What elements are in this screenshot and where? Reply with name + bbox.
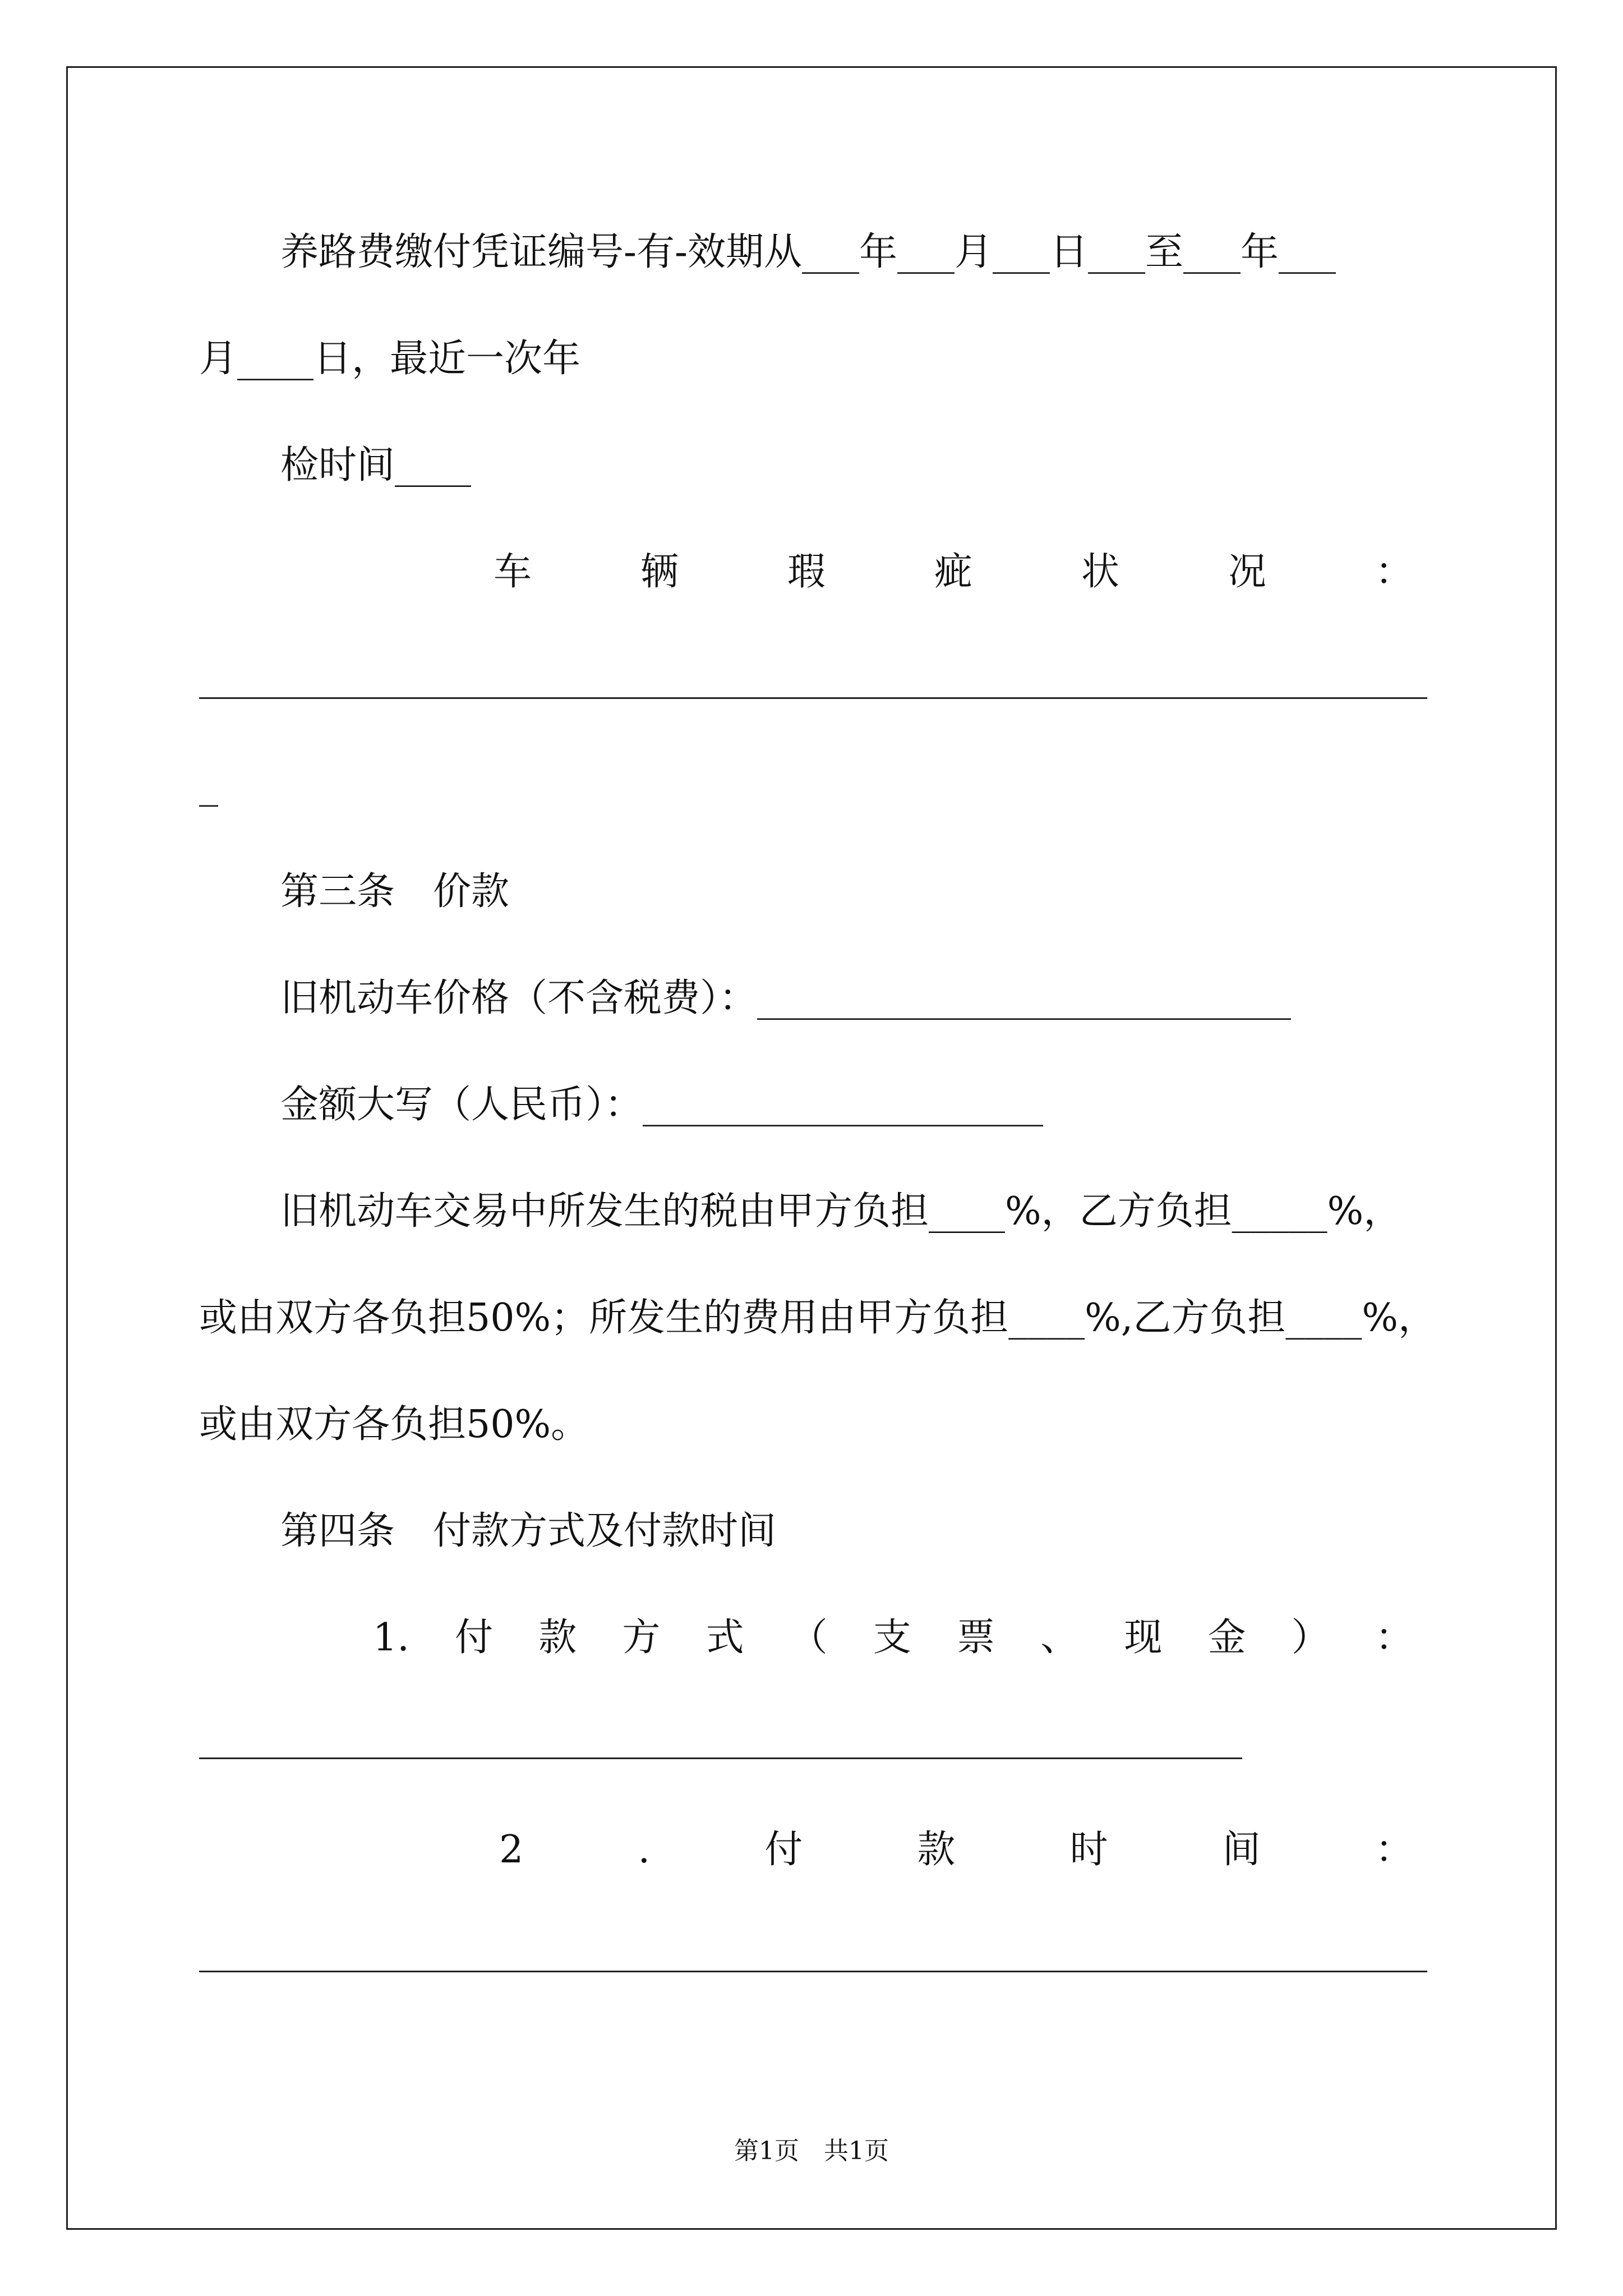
heading-char: 付 [455,1616,494,1660]
heading-char: 1. [373,1616,409,1660]
heading-char: ： [1375,1828,1413,1872]
heading-char: ： [1375,1616,1413,1660]
text-line-fee-share: 或由双方各负担50%；所发生的费用由甲方负担____%,乙方负担____%， [199,1296,1436,1340]
heading-char: 款 [538,1616,577,1660]
heading-char: 2 [499,1828,524,1872]
text-line-inspection-date: 月____日，最近一次年 [199,337,581,381]
heading-char: 瑕 [787,550,826,594]
heading-char: 车 [494,550,532,594]
text-line-tax-share: 旧机动车交易中所发生的税由甲方负担____%，乙方负担_____%， [280,1189,1402,1234]
text-line-inspection-time: 检时间____ [280,443,472,487]
section-three-title: 第三条 价款 [280,869,510,914]
blank-line-payment-method [199,1757,1242,1759]
heading-char: ： [1375,550,1413,594]
heading-char: 状 [1081,550,1119,594]
heading-char: （ [789,1616,828,1660]
heading-char: 现 [1124,1616,1163,1660]
text-line-underscore: _ [199,763,218,807]
heading-char: 票 [957,1616,995,1660]
text-line-equal-share: 或由双方各负担50%。 [199,1402,589,1447]
text-line-vehicle-price: 旧机动车价格（不含税费）：____________________________ [280,976,1292,1020]
heading-char: 疵 [934,550,972,594]
heading-char: 式 [706,1616,744,1660]
heading-char: 金 [1207,1616,1246,1660]
page-footer: 第1页 共1页 [734,2137,889,2165]
vehicle-defects-heading [494,547,1413,597]
page-border [66,66,1557,2230]
payment-method-heading [373,1613,1413,1663]
text-line-fee-certificate: 养路费缴付凭证编号-有-效期从___年___月___日___至___年___ [280,230,1336,274]
blank-line-defects [199,697,1427,699]
heading-char: 、 [1040,1616,1079,1660]
heading-char: 方 [622,1616,661,1660]
heading-char: 况 [1228,550,1266,594]
section-four-title: 第四条 付款方式及付款时间 [280,1509,777,1553]
payment-time-heading [499,1825,1413,1875]
heading-char: 付 [764,1828,803,1872]
heading-char: . [638,1828,651,1872]
heading-char: ） [1291,1616,1330,1660]
blank-line-payment-time [199,1971,1427,1972]
heading-char: 时 [1069,1828,1108,1872]
text-line-amount-in-words: 金额大写（人民币）：_____________________ [280,1083,1044,1127]
heading-char: 款 [917,1828,956,1872]
heading-char: 辆 [640,550,679,594]
heading-char: 支 [873,1616,911,1660]
heading-char: 间 [1222,1828,1261,1872]
